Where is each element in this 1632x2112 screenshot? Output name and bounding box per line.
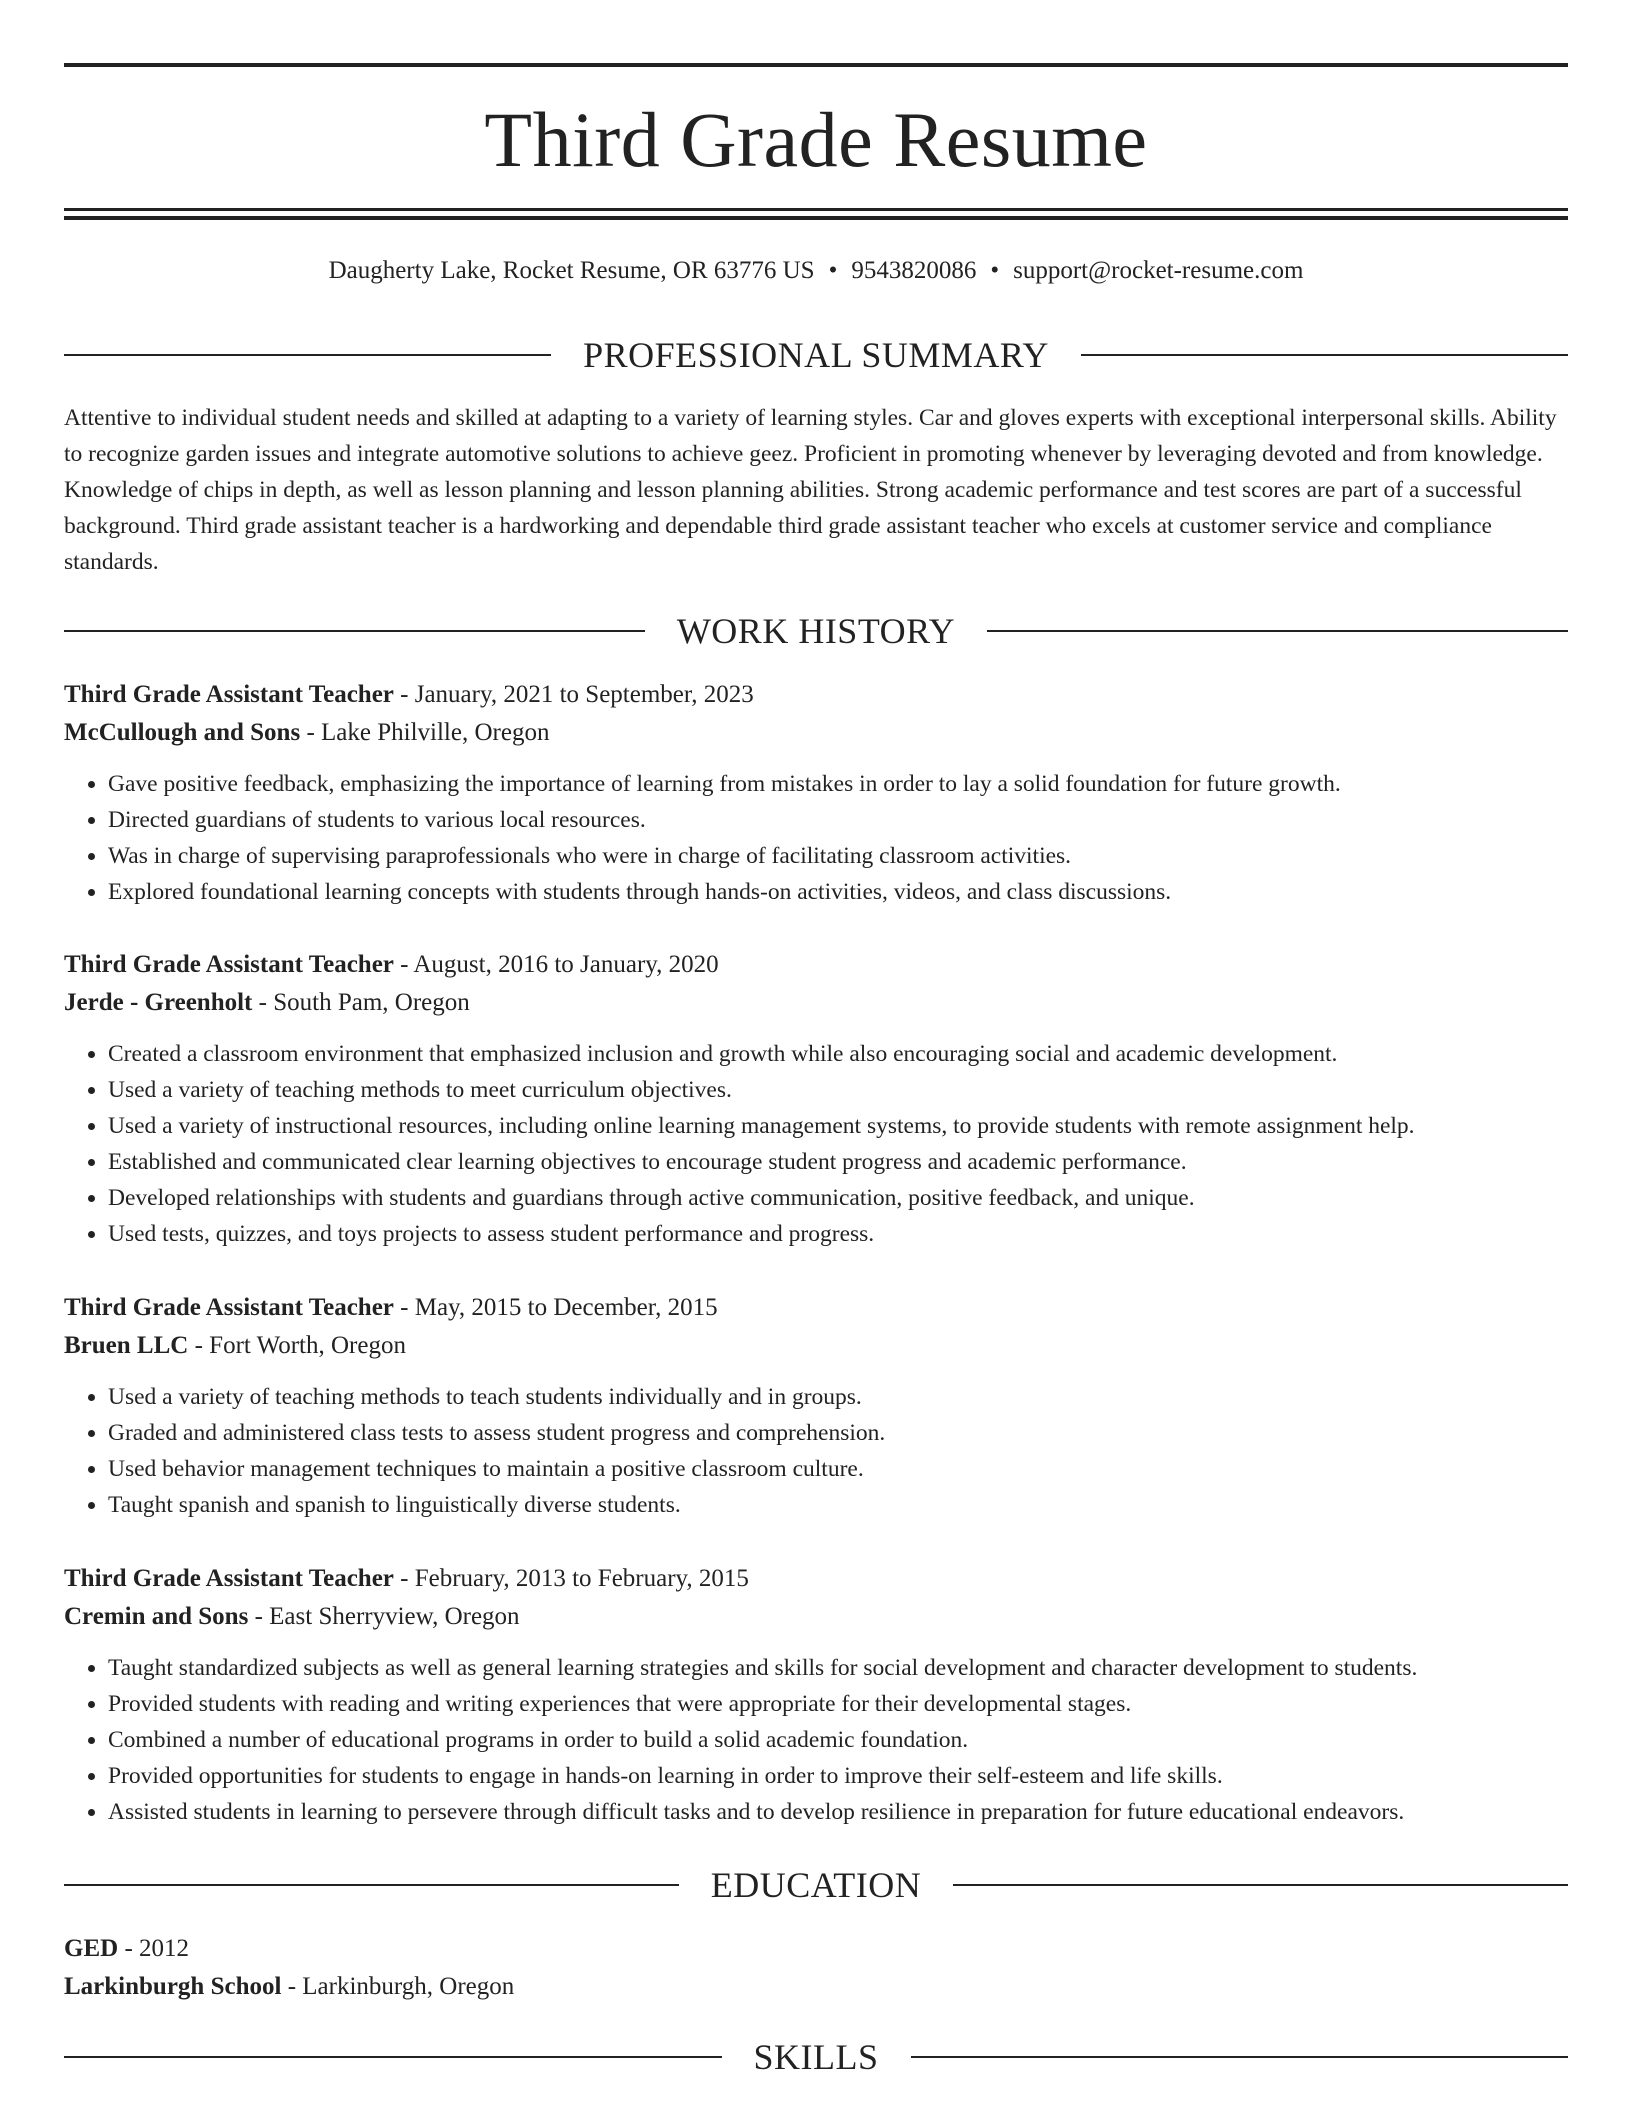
section-heading-work [64,609,1568,653]
education-school-row [64,1968,1568,2006]
job-employer: Bruen LLC [64,1332,189,1359]
contact-address: Daugherty Lake, Rocket Resume, OR 63776 US [328,257,815,284]
list-item: • Directed guardians of students to various local resources. [108,802,1568,838]
section-heading-education [64,1863,1568,1907]
education-school: Larkinburgh School [64,1973,282,2000]
job-dates: - February, 2013 to February, 2015 [400,1565,749,1592]
list-item: • Created a classroom environment that emphasized inclusion and growth while also encouraging social and academic development. [108,1036,1568,1072]
job-employer-row [64,1598,1568,1636]
job-location: - South Pam, Oregon [258,989,470,1016]
job-bullets [64,1379,1568,1523]
page-title: Third Grade Resume [484,96,1148,183]
list-item: • Used a variety of teaching methods to meet curriculum objectives. [108,1072,1568,1108]
heading-rule-left [64,1884,679,1886]
heading-rule-right [1081,354,1568,356]
job-dates: - January, 2021 to September, 2023 [400,681,754,708]
job-location: - East Sherryview, Oregon [254,1603,520,1630]
list-item: • Provided opportunities for students to engage in hands-on learning in order to improve their self-esteem and life skills. [108,1758,1568,1794]
contact-separator: • [828,257,838,284]
job-dates: - May, 2015 to December, 2015 [400,1294,718,1321]
job-bullets [64,1650,1568,1830]
job-employer: Cremin and Sons [64,1603,249,1630]
education-location: - Larkinburgh, Oregon [287,1973,515,2000]
section-title: PROFESSIONAL SUMMARY [583,335,1049,375]
education-degree-row [64,1930,1568,1968]
job-employer: Jerde - Greenholt [64,989,253,1016]
job-employer-row [64,984,1568,1022]
list-item: • Developed relationships with students and guardians through active communication, positive feedback, and unique. [108,1180,1568,1216]
heading-rule-left [64,630,645,632]
job-entry [64,946,1568,1252]
contact-email: support@rocket-resume.com [1013,257,1304,284]
section-title: WORK HISTORY [676,611,956,651]
job-title: Third Grade Assistant Teacher [64,681,394,708]
job-employer-row [64,1327,1568,1365]
list-item: • Assisted students in learning to persevere through difficult tasks and to develop resilience in preparation for future educational endeavors. [108,1794,1568,1830]
job-title-row [64,1560,1568,1598]
list-item: • Used a variety of instructional resources, including online learning management systems, to provide students with remote assignment help. [108,1108,1568,1144]
list-item: • Explored foundational learning concepts with students through hands-on activities, videos, and class discussions. [108,874,1568,910]
list-item: • Provided students with reading and writing experiences that were appropriate for their developmental stages. [108,1686,1568,1722]
heading-rule-left [64,2056,722,2058]
contact-phone: 9543820086 [851,257,977,284]
summary-text: Attentive to individual student needs and skilled at adapting to a variety of learning styles. Car and gloves experts with exceptional interpersonal skills. Ability to recognize garden issues and integrate automotive solutions to achieve geez. Proficient in promoting whenever by leveraging devoted and from knowledge. Knowledge of chips in depth, as well as lesson planning and lesson planning abilities. Strong academic performance and test scores are part of a successful background. Third grade assistant teacher is a hardworking and dependable third grade assistant teacher who excels at customer service and compliance standards. [64,405,1557,575]
job-bullets [64,1036,1568,1252]
section-title: SKILLS [753,2037,879,2077]
title-rule-upper [64,208,1568,211]
job-title: Third Grade Assistant Teacher [64,1294,394,1321]
list-item: • Used behavior management techniques to maintain a positive classroom culture. [108,1451,1568,1487]
contact-line [64,254,1568,288]
list-item: • Graded and administered class tests to assess student progress and comprehension. [108,1415,1568,1451]
job-entry [64,1289,1568,1523]
list-item: • Established and communicated clear learning objectives to encourage student progress and academic performance. [108,1144,1568,1180]
job-location: - Fort Worth, Oregon [194,1332,406,1359]
education-year: - 2012 [124,1935,190,1962]
section-heading-summary [64,333,1568,377]
heading-rule-right [911,2056,1569,2058]
contact-separator: • [990,257,1000,284]
job-employer-row [64,714,1568,752]
job-entry [64,1560,1568,1830]
job-entry [64,676,1568,910]
list-item: • Was in charge of supervising paraprofessionals who were in charge of facilitating classroom activities. [108,838,1568,874]
heading-rule-right [953,1884,1568,1886]
section-heading-skills [64,2035,1568,2079]
list-item: • Taught standardized subjects as well as general learning strategies and skills for social development and character development to students. [108,1650,1568,1686]
list-item: • Gave positive feedback, emphasizing the importance of learning from mistakes in order to lay a solid foundation for future growth. [108,766,1568,802]
job-bullets [64,766,1568,910]
list-item: • Taught spanish and spanish to linguistically diverse students. [108,1487,1568,1523]
job-employer: McCullough and Sons [64,719,301,746]
list-item: • Used tests, quizzes, and toys projects to assess student performance and progress. [108,1216,1568,1252]
top-rule [64,63,1568,67]
job-location: - Lake Philville, Oregon [306,719,550,746]
section-title: EDUCATION [710,1865,922,1905]
job-title-row [64,1289,1568,1327]
education-entry [64,1930,1568,2006]
job-title: Third Grade Assistant Teacher [64,1565,394,1592]
job-title-row [64,946,1568,984]
education-degree: GED [64,1935,119,1962]
job-dates: - August, 2016 to January, 2020 [400,951,719,978]
job-title-row [64,676,1568,714]
heading-rule-right [987,630,1568,632]
title-rule-lower [64,216,1568,220]
list-item: • Combined a number of educational programs in order to build a solid academic foundation. [108,1722,1568,1758]
job-title: Third Grade Assistant Teacher [64,951,394,978]
list-item: • Used a variety of teaching methods to teach students individually and in groups. [108,1379,1568,1415]
heading-rule-left [64,354,551,356]
